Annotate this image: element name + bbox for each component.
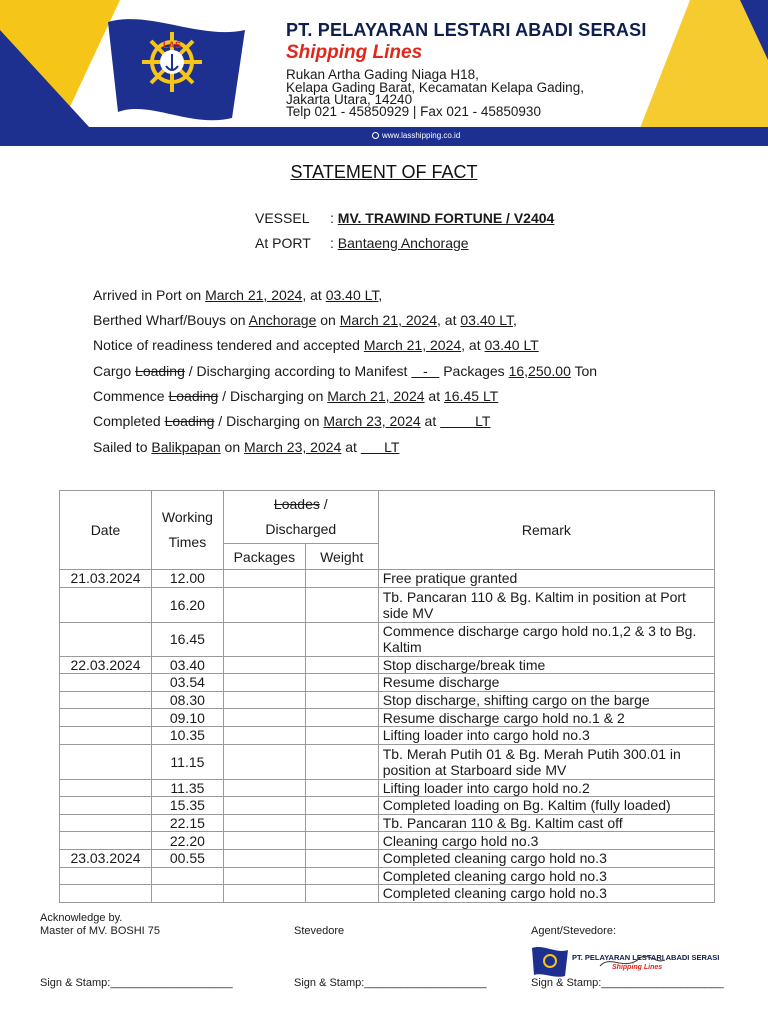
fact-place: Balikpapan — [151, 439, 221, 455]
cell-time: 00.55 — [151, 849, 223, 867]
port-value-row: : Bantaeng Anchorage — [330, 235, 469, 251]
cell-packages — [223, 622, 305, 656]
cell-packages — [223, 691, 305, 709]
phone-fax-line: Telp 021 - 45850929 | Fax 021 - 45850930 — [286, 104, 541, 119]
table-row — [60, 849, 715, 867]
cell-date — [60, 779, 152, 797]
cell-date — [60, 726, 152, 744]
cell-remark: Resume discharge cargo hold no.1 & 2 — [378, 709, 714, 727]
fact-cargo — [93, 363, 597, 379]
cell-packages — [223, 779, 305, 797]
header-packages: Packages — [223, 544, 305, 570]
cell-weight — [305, 849, 378, 867]
cell-date: 23.03.2024 — [60, 849, 152, 867]
fact-time: 03.40 LT — [325, 287, 379, 303]
cell-time: 09.10 — [151, 709, 223, 727]
cell-date — [60, 867, 152, 885]
header-loades-discharged — [223, 491, 378, 544]
fact-arrived — [93, 287, 382, 303]
table-row — [60, 814, 715, 832]
cell-weight — [305, 570, 378, 588]
cell-remark: Completed cleaning cargo hold no.3 — [378, 885, 714, 903]
fact-completed — [93, 413, 490, 429]
cell-time: 12.00 — [151, 570, 223, 588]
table-row — [60, 867, 715, 885]
cell-time: 16.20 — [151, 587, 223, 622]
cell-weight — [305, 674, 378, 692]
fact-text: Sailed to — [93, 439, 152, 455]
fact-text: / Discharging according to Manifest — [184, 363, 412, 379]
cell-date — [60, 587, 152, 622]
fact-date: March 23, 2024 — [323, 413, 421, 429]
fact-commence — [93, 388, 498, 404]
cell-packages — [223, 674, 305, 692]
cell-date — [60, 709, 152, 727]
fact-struck: Loading — [168, 388, 219, 404]
cell-remark: Cleaning cargo hold no.3 — [378, 832, 714, 850]
cell-packages — [223, 709, 305, 727]
fact-time: 16.45 LT — [444, 388, 499, 404]
cell-time: 10.35 — [151, 726, 223, 744]
table-row — [60, 570, 715, 588]
logo-text: LAS — [163, 40, 181, 50]
fact-text: Arrived in Port on — [93, 287, 206, 303]
cell-time: 22.20 — [151, 832, 223, 850]
fact-text: Commence — [93, 388, 169, 404]
cell-weight — [305, 797, 378, 815]
port-value: Bantaeng Anchorage — [337, 235, 469, 251]
cell-remark: Lifting loader into cargo hold no.2 — [378, 779, 714, 797]
fact-date: March 21, 2024 — [205, 287, 303, 303]
table-row — [60, 709, 715, 727]
table-row — [60, 622, 715, 656]
cell-packages — [223, 814, 305, 832]
cell-remark: Tb. Pancaran 110 & Bg. Kaltim cast off — [378, 814, 714, 832]
vessel-value: MV. TRAWIND FORTUNE / V2404 — [337, 210, 555, 226]
header-working-times: Working Times — [151, 491, 223, 570]
fact-text: Cargo — [93, 363, 136, 379]
header-loades: Loades — [273, 496, 320, 512]
cell-time — [151, 867, 223, 885]
cell-time: 03.40 — [151, 656, 223, 674]
company-logo — [0, 0, 300, 146]
cell-date — [60, 691, 152, 709]
fact-text: at — [341, 439, 361, 455]
fact-text: , at — [461, 337, 485, 353]
port-label: At PORT — [255, 235, 311, 251]
cell-weight — [305, 726, 378, 744]
cell-weight — [305, 867, 378, 885]
website-text: www.lasshipping.co.id — [382, 131, 461, 140]
fact-text: Ton — [570, 363, 598, 379]
table-row — [60, 726, 715, 744]
company-subtitle: Shipping Lines — [286, 42, 423, 63]
header-weight: Weight — [305, 544, 378, 570]
fact-text: , at — [437, 312, 461, 328]
cell-date — [60, 797, 152, 815]
cell-remark: Stop discharge, shifting cargo on the barge — [378, 691, 714, 709]
document-title: STATEMENT OF FACT — [290, 162, 478, 182]
cell-weight — [305, 814, 378, 832]
stamp-subtitle: Shipping Lines — [612, 964, 663, 971]
vessel-value-row: : MV. TRAWIND FORTUNE / V2404 — [330, 210, 555, 226]
cell-remark: Free pratique granted — [378, 570, 714, 588]
cell-time: 16.45 — [151, 622, 223, 656]
cell-packages — [223, 726, 305, 744]
table-row — [60, 674, 715, 692]
fact-time: LT — [440, 413, 491, 429]
header-remark: Remark — [378, 491, 714, 570]
cell-packages — [223, 744, 305, 779]
fact-text: , — [513, 312, 517, 328]
fact-date: March 23, 2024 — [244, 439, 342, 455]
fact-text: on — [316, 312, 340, 328]
cell-date — [60, 622, 152, 656]
cell-packages — [223, 867, 305, 885]
fact-text: Berthed Wharf/Bouys on — [93, 312, 249, 328]
company-stamp — [530, 944, 720, 978]
table-row — [60, 587, 715, 622]
cell-remark: Tb. Pancaran 110 & Bg. Kaltim in position at Port side MV — [378, 587, 714, 622]
vessel-label: VESSEL — [255, 210, 310, 226]
fact-text: / Discharging on — [214, 413, 324, 429]
header-slash: / — [319, 496, 328, 512]
agent-label: Agent/Stevedore: — [531, 925, 617, 937]
fact-place: Anchorage — [248, 312, 317, 328]
address-line-3: Jakarta Utara, 14240 — [286, 92, 413, 107]
table-row — [60, 744, 715, 779]
cell-time: 03.54 — [151, 674, 223, 692]
fact-text: Completed — [93, 413, 165, 429]
cell-time: 22.15 — [151, 814, 223, 832]
sign-stamp-stevedore: Sign & Stamp:____________________ — [294, 977, 487, 989]
table-row — [60, 832, 715, 850]
master-label: Master of MV. BOSHI 75 — [40, 925, 161, 937]
fact-manifest: - — [411, 363, 440, 379]
header-date: Date — [60, 491, 152, 570]
cell-time — [151, 885, 223, 903]
fact-text: Packages — [439, 363, 509, 379]
cell-remark: Stop discharge/break time — [378, 656, 714, 674]
cell-remark: Resume discharge — [378, 674, 714, 692]
cell-packages — [223, 570, 305, 588]
fact-sailed — [93, 439, 399, 455]
cell-weight — [305, 656, 378, 674]
fact-time: 03.40 LT — [460, 312, 514, 328]
fact-text: at — [420, 413, 441, 429]
table-row — [60, 691, 715, 709]
cell-time: 11.15 — [151, 744, 223, 779]
cell-time: 08.30 — [151, 691, 223, 709]
cell-time: 15.35 — [151, 797, 223, 815]
cell-packages — [223, 797, 305, 815]
address-line-2: Kelapa Gading Barat, Kecamatan Kelapa Gading, — [286, 80, 584, 95]
cell-remark: Commence discharge cargo hold no.1,2 & 3 to Bg. Kaltim — [378, 622, 714, 656]
time-log-table — [59, 490, 715, 903]
cell-packages — [223, 849, 305, 867]
acknowledge-label: Acknowledge by. — [40, 912, 123, 924]
cell-date: 22.03.2024 — [60, 656, 152, 674]
cell-weight — [305, 587, 378, 622]
fact-berthed — [93, 312, 517, 328]
fact-date: March 21, 2024 — [363, 337, 462, 353]
table-row — [60, 797, 715, 815]
fact-text: on — [220, 439, 245, 455]
cell-weight — [305, 779, 378, 797]
fact-date: March 21, 2024 — [339, 312, 438, 328]
table-row — [60, 656, 715, 674]
fact-time: 03.40 LT — [484, 337, 539, 353]
fact-text: , at — [302, 287, 326, 303]
fact-nor — [93, 337, 539, 353]
cell-remark: Completed loading on Bg. Kaltim (fully loaded) — [378, 797, 714, 815]
fact-text: Notice of readiness tendered and accepted — [93, 337, 364, 353]
cell-remark: Lifting loader into cargo hold no.3 — [378, 726, 714, 744]
address-line-1: Rukan Artha Gading Niaga H18, — [286, 67, 479, 82]
cell-date: 21.03.2024 — [60, 570, 152, 588]
cell-weight — [305, 832, 378, 850]
fact-text: at — [424, 388, 445, 404]
website[interactable] — [372, 131, 460, 140]
cell-weight — [305, 622, 378, 656]
cell-date — [60, 832, 152, 850]
cell-packages — [223, 832, 305, 850]
table-row — [60, 885, 715, 903]
header-discharged: Discharged — [265, 521, 337, 537]
fact-text: / Discharging on — [218, 388, 328, 404]
cell-remark: Completed cleaning cargo hold no.3 — [378, 849, 714, 867]
cell-date — [60, 814, 152, 832]
cell-weight — [305, 885, 378, 903]
cell-remark: Completed cleaning cargo hold no.3 — [378, 867, 714, 885]
fact-quantity: 16,250.00 — [508, 363, 571, 379]
globe-icon — [372, 132, 379, 139]
fact-struck: Loading — [164, 413, 215, 429]
cell-weight — [305, 691, 378, 709]
company-name: PT. PELAYARAN LESTARI ABADI SERASI — [286, 20, 647, 40]
cell-date — [60, 885, 152, 903]
table-row — [60, 779, 715, 797]
sign-stamp-agent: Sign & Stamp:____________________ — [531, 977, 724, 989]
sign-stamp-master: Sign & Stamp:____________________ — [40, 977, 233, 989]
letterhead — [0, 0, 768, 146]
cell-packages — [223, 885, 305, 903]
fact-time: LT — [360, 439, 400, 455]
cell-packages — [223, 587, 305, 622]
time-log-body — [60, 570, 715, 903]
cell-weight — [305, 709, 378, 727]
cell-weight — [305, 744, 378, 779]
cell-remark: Tb. Merah Putih 01 & Bg. Merah Putih 300.01 in position at Starboard side MV — [378, 744, 714, 779]
fact-struck: Loading — [135, 363, 185, 379]
cell-date — [60, 674, 152, 692]
fact-text: , — [378, 287, 383, 303]
cell-date — [60, 744, 152, 779]
cell-time: 11.35 — [151, 779, 223, 797]
fact-date: March 21, 2024 — [327, 388, 425, 404]
stamp-company: PT. PELAYARAN LESTARI ABADI SERASI — [572, 953, 720, 962]
cell-packages — [223, 656, 305, 674]
stevedore-label: Stevedore — [294, 925, 345, 937]
